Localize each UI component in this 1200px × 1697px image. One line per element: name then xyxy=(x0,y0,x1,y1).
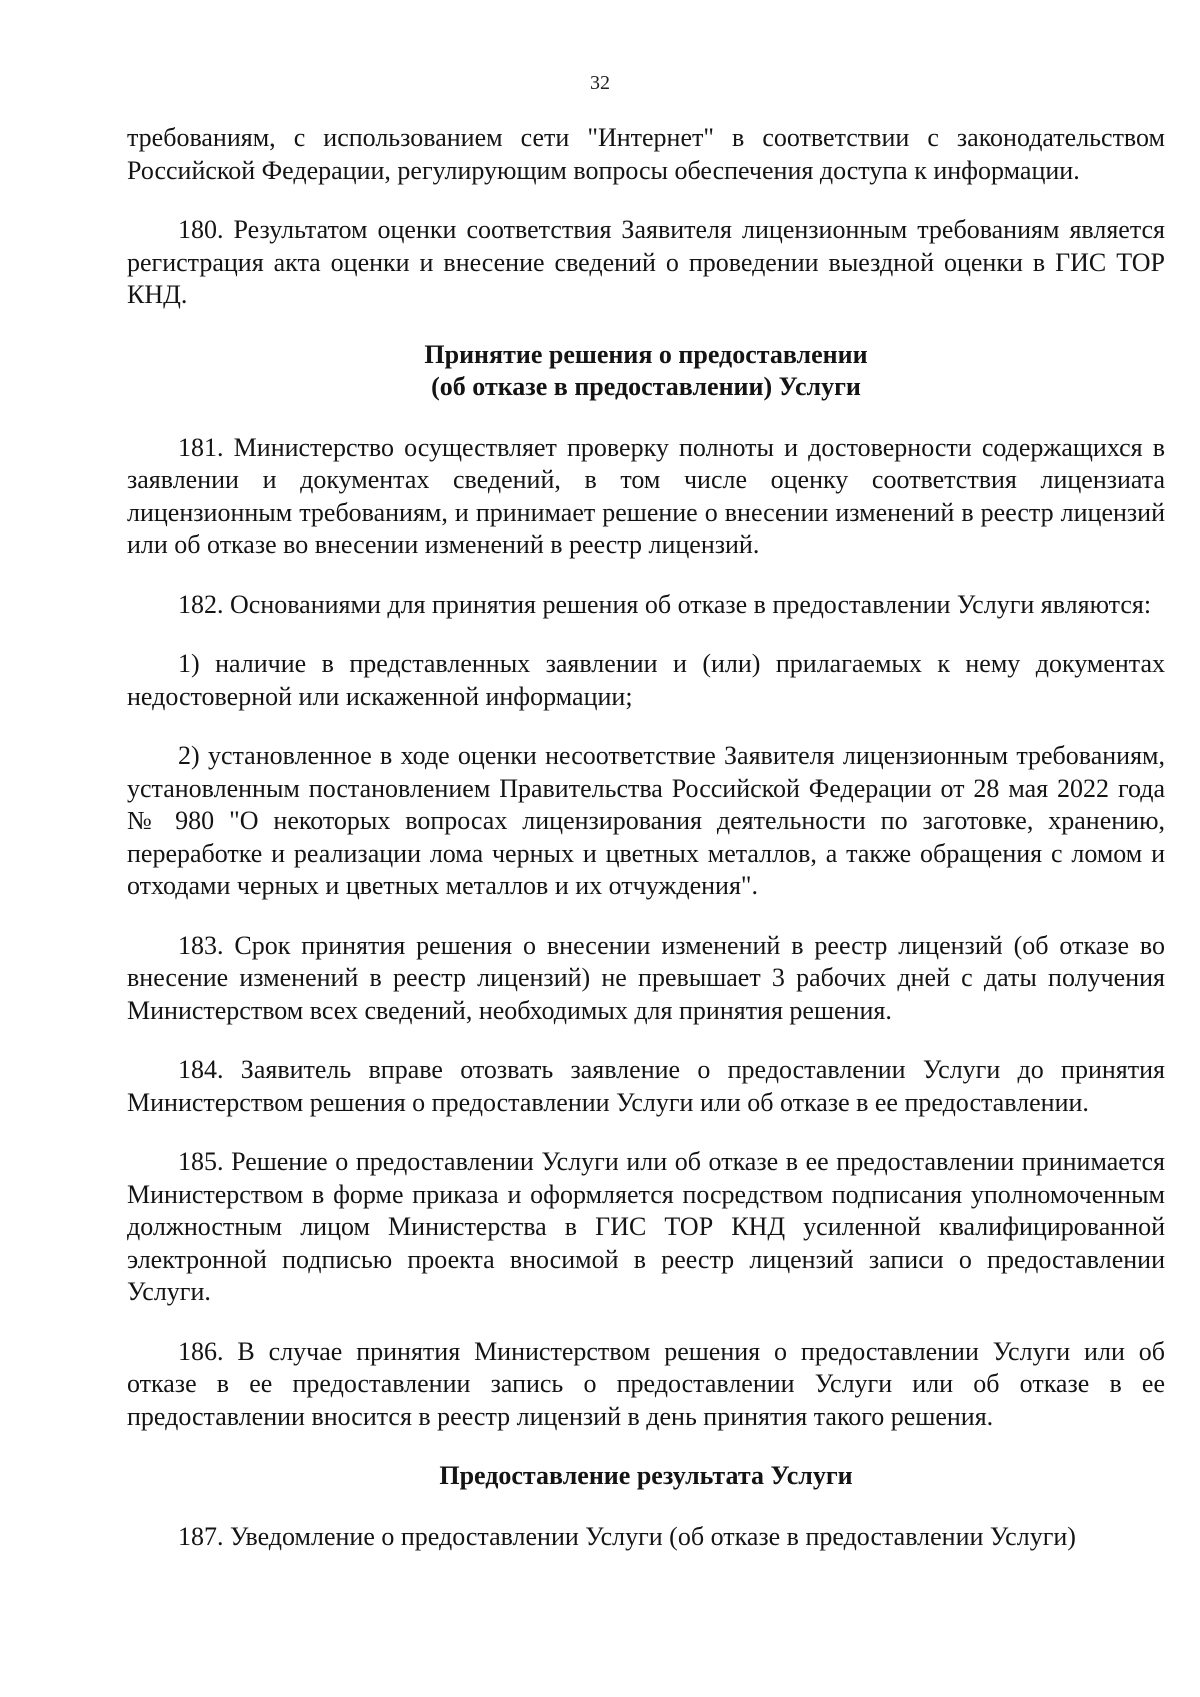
paragraph: 180. Результатом оценки соответствия Заявителя лицензионным требованиям является регистрация акта оценки и внесение сведений о проведении выездной оценки в ГИС ТОР КНД. xyxy=(127,215,1165,309)
document-body xyxy=(127,122,1165,1553)
paragraph: 2) установленное в ходе оценки несоответствие Заявителя лицензионным требованиям, установленным постановлением Правительства Российской Федерации от 28 мая 2022 года № 980 "О некоторых вопросах лицензирования деятельности по заготовке, хранению, переработке и реализации лома черных и цветных металлов, а также обращения с ломом и отходами черных и цветных металлов и их отчуждения". xyxy=(127,741,1165,900)
paragraph: 183. Срок принятия решения о внесении изменений в реестр лицензий (об отказе во внесение изменений в реестр лицензий) не превышает 3 рабочих дней с даты получения Министерством всех сведений, необходимых для принятия решения. xyxy=(127,930,1165,1025)
page-number: 32 xyxy=(590,72,610,94)
paragraph: 187. Уведомление о предоставлении Услуги (об отказе в предоставлении Услуги) xyxy=(178,1521,1076,1551)
section-heading xyxy=(127,339,1165,404)
section-heading-line: (об отказе в предоставлении) Услуги xyxy=(431,372,861,401)
section-heading-line: Предоставление результата Услуги xyxy=(439,1461,853,1490)
paragraph: 1) наличие в представленных заявлении и (или) прилагаемых к нему документах недостоверной или искаженной информации; xyxy=(127,649,1165,711)
paragraph: 186. В случае принятия Министерством решения о предоставлении Услуги или об отказе в ее предоставлении запись о предоставлении Услуги или об отказе в ее предоставлении вносится в реестр лицензий в день принятия такого решения. xyxy=(127,1336,1165,1431)
paragraph: 182. Основаниями для принятия решения об отказе в предоставлении Услуги являются: xyxy=(178,589,1152,619)
section-heading-line: Принятие решения о предоставлении xyxy=(424,339,868,369)
section-heading xyxy=(127,1460,1165,1493)
paragraph: 184. Заявитель вправе отозвать заявление о предоставлении Услуги до принятия Министерством решения о предоставлении Услуги или об отказе в ее предоставлении. xyxy=(127,1055,1165,1117)
paragraph-continuation: требованиям, с использованием сети "Интернет" в соответствии с законодательством Российской Федерации, регулирующим вопросы обеспечения доступа к информации. xyxy=(127,123,1165,185)
paragraph: 185. Решение о предоставлении Услуги или об отказе в ее предоставлении принимается Министерством в форме приказа и оформляется посредством подписания уполномоченным должностным лицом Министерства в ГИС ТОР КНД усиленной квалифицированной электронной подписью проекта вносимой в реестр лицензий записи о предоставлении Услуги. xyxy=(127,1147,1165,1306)
paragraph: 181. Министерство осуществляет проверку полноты и достоверности содержащихся в заявлении и документах сведений, в том числе оценку соответствия лицензиата лицензионным требованиям, и принимает решение о внесении изменений в реестр лицензий или об отказе во внесении изменений в реестр лицензий. xyxy=(127,432,1165,559)
